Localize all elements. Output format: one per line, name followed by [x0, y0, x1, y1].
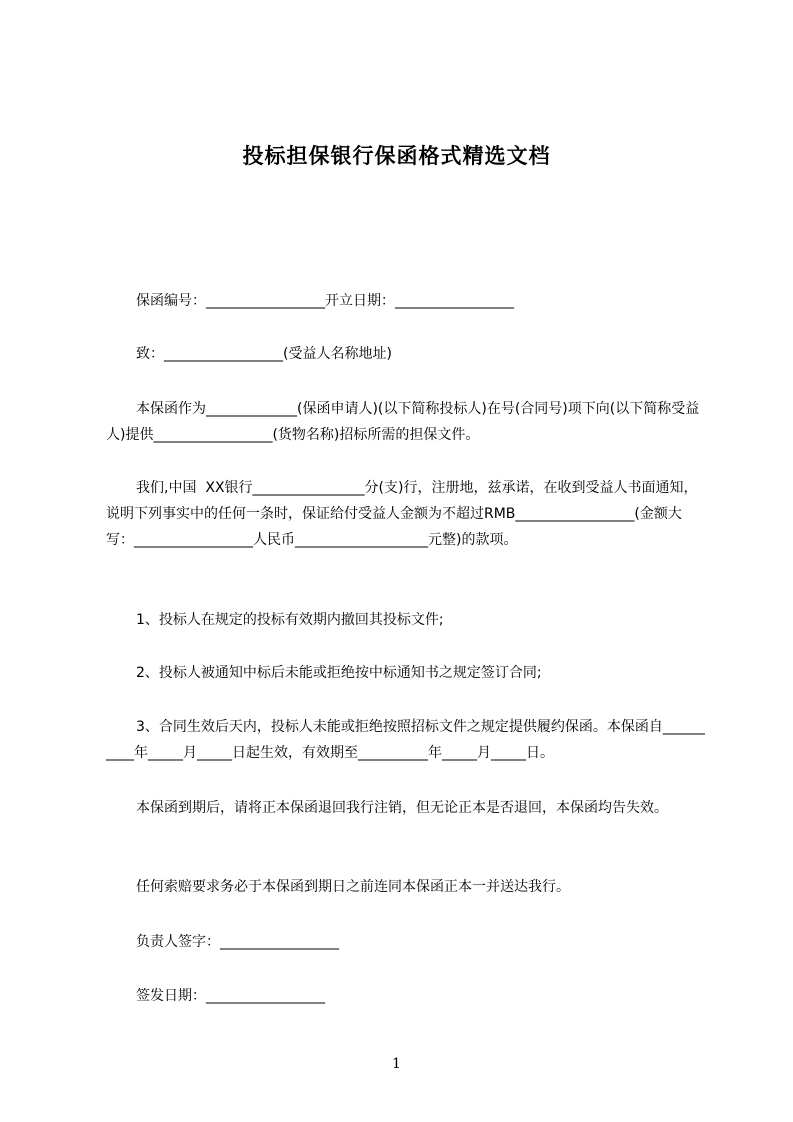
- recipient-line: 致：_________________(受益人名称地址): [136, 346, 392, 362]
- commitment-paragraph: 我们,中国 XX银行________________分(支)行，注册地，兹承诺，在收到受益人书面通知，说明下列事实中的任何一条时，保证给付受益人金额为不超过RMB_________________(金额大写：_________________人民币___________________元整)的款项。: [106, 480, 698, 548]
- claim-paragraph: 任何索赔要求务必于本保函到期日之前连同本保函正本一并送达我行。: [136, 879, 570, 895]
- issue-date-line: 签发日期：_________________: [136, 988, 325, 1004]
- clause-1: 1、投标人在规定的投标有效期内撤回其投标文件;: [136, 612, 444, 628]
- clause-3: 3、合同生效后天内，投标人未能或拒绝按照招标文件之规定提供履约保函。本保函自__________年_____月_____日起生效，有效期至__________年_____月_____日。: [106, 719, 705, 761]
- clause-2: 2、投标人被通知中标后未能或拒绝按中标通知书之规定签订合同;: [136, 665, 542, 681]
- expiry-paragraph: 本保函到期后，请将正本保函退回我行注销，但无论正本是否退回，本保函均告失效。: [136, 800, 668, 816]
- guarantee-number-line: 保函编号：_________________开立日期：_________________: [136, 293, 514, 309]
- signature-line: 负责人签字：_________________: [136, 934, 339, 950]
- document-title: 投标担保银行保函格式精选文档: [242, 144, 551, 168]
- page-number: 1: [392, 1056, 401, 1072]
- intro-paragraph: 本保函作为_____________(保函申请人)(以下简称投标人)在号(合同号)项下向(以下简称受益人)提供_________________(货物名称)招标所需的担保文件。: [106, 401, 700, 443]
